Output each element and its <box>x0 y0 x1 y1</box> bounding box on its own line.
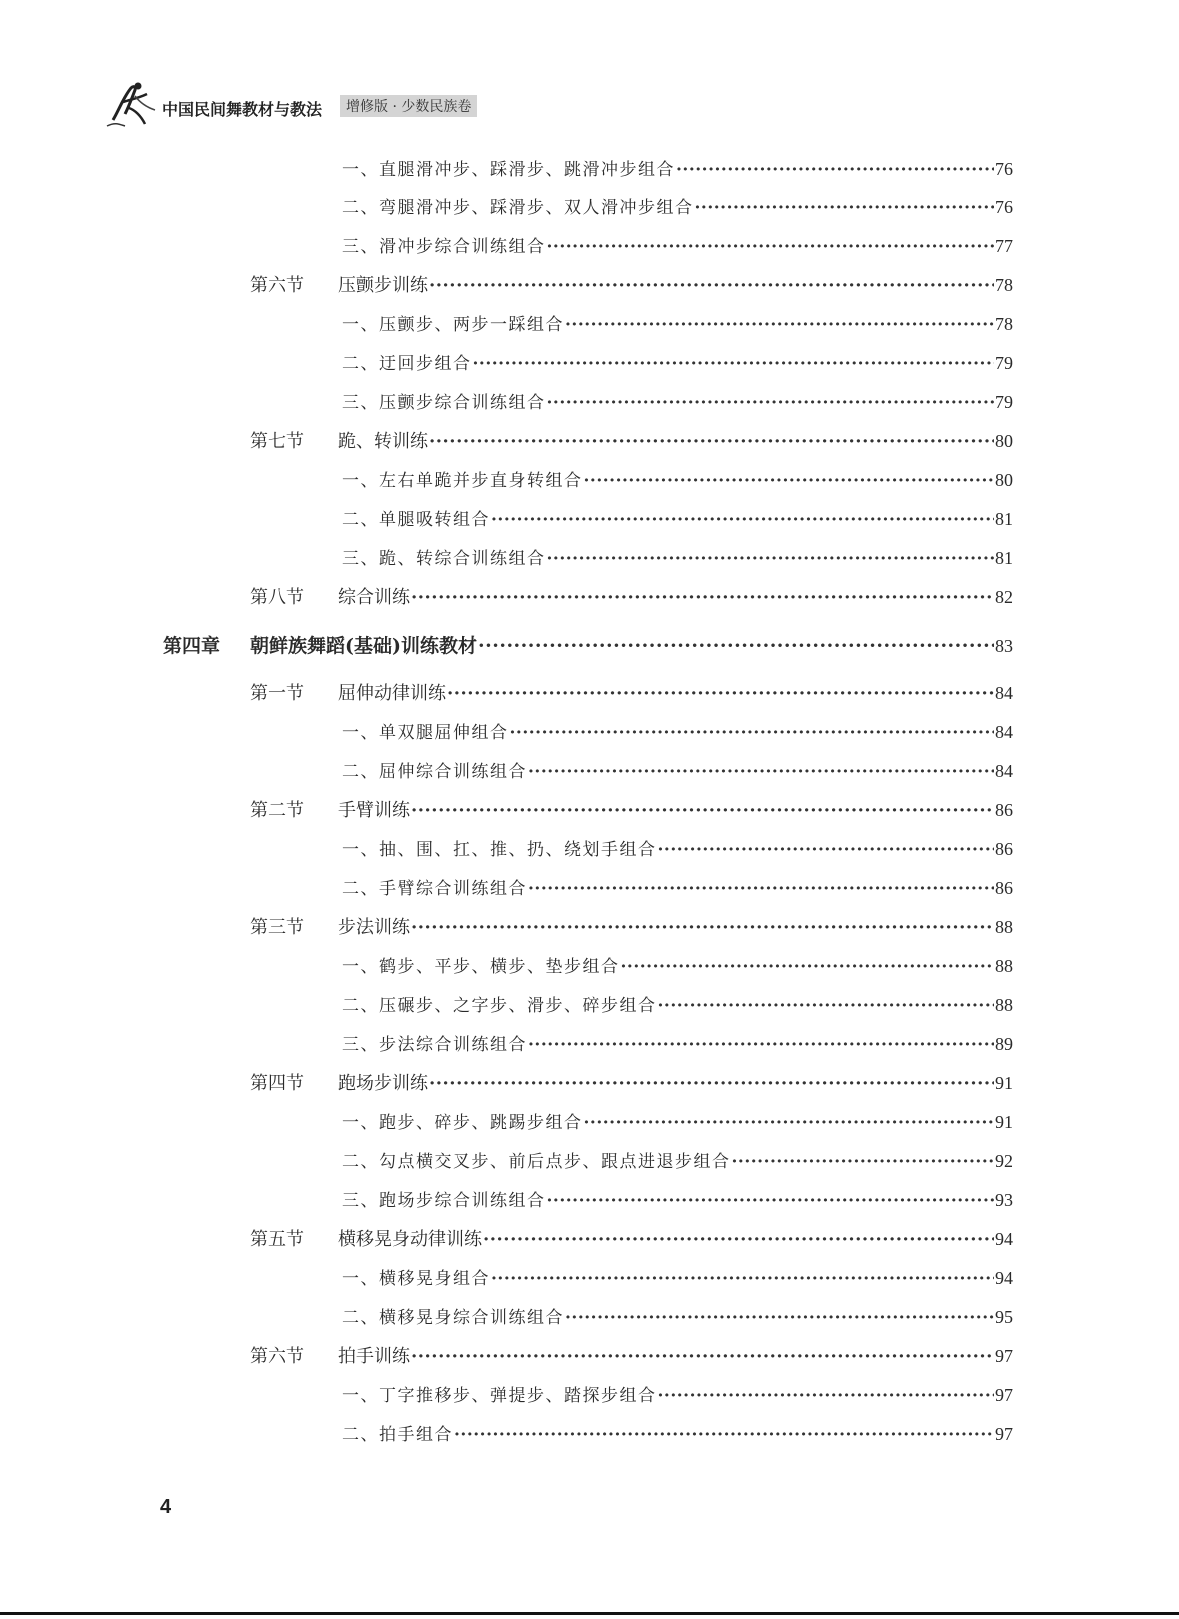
toc-section <box>250 796 1013 820</box>
dot-leader <box>732 1152 995 1172</box>
toc-section <box>250 427 1013 451</box>
book-title: 中国民间舞教材与教法 <box>162 100 323 119</box>
dot-leader <box>510 723 995 743</box>
toc-page: 84 <box>995 722 1013 742</box>
toc-section-label: 第八节 <box>250 587 304 608</box>
toc-page: 79 <box>995 353 1013 373</box>
toc-item <box>342 1147 1013 1171</box>
toc-title: 二、屈伸综合训练组合 <box>342 762 527 782</box>
toc-item <box>342 1420 1013 1444</box>
toc-section <box>250 583 1013 607</box>
toc-item <box>342 1030 1013 1054</box>
toc-title: 三、步法综合训练组合 <box>342 1035 527 1055</box>
toc-title: 二、弯腿滑冲步、踩滑步、双人滑冲步组合 <box>342 198 694 218</box>
dot-leader <box>429 431 994 452</box>
toc-section-label: 第六节 <box>250 1346 304 1367</box>
toc-page: 81 <box>995 548 1013 568</box>
toc-section <box>250 679 1013 703</box>
toc-item <box>342 155 1013 179</box>
toc-section <box>250 913 1013 937</box>
toc-section-label: 第五节 <box>250 1229 304 1250</box>
dot-leader <box>429 275 994 296</box>
bottom-border <box>0 1612 1179 1615</box>
toc-page: 88 <box>995 917 1013 937</box>
dot-leader <box>429 1073 994 1094</box>
toc-title: 综合训练 <box>338 587 410 608</box>
dot-leader <box>528 1035 994 1055</box>
dot-leader <box>411 587 994 608</box>
toc-section-label: 第四节 <box>250 1073 304 1094</box>
toc-item <box>342 349 1013 373</box>
toc-item <box>342 310 1013 334</box>
dot-leader <box>695 198 995 218</box>
toc-title: 朝鲜族舞蹈(基础)训练教材 <box>250 635 477 657</box>
dot-leader <box>447 683 994 704</box>
toc-section-label: 第七节 <box>250 431 304 452</box>
toc-title: 三、滑冲步综合训练组合 <box>342 237 546 257</box>
toc-title: 二、迂回步组合 <box>342 354 472 374</box>
toc-item <box>342 232 1013 256</box>
toc-title: 二、手臂综合训练组合 <box>342 879 527 899</box>
toc-page: 77 <box>995 236 1013 256</box>
toc-item <box>342 544 1013 568</box>
dot-leader <box>584 471 995 491</box>
toc-section <box>250 1069 1013 1093</box>
toc-item <box>342 1264 1013 1288</box>
toc-item <box>342 757 1013 781</box>
toc-page: 88 <box>995 956 1013 976</box>
toc-page: 92 <box>995 1151 1013 1171</box>
toc-title: 一、左右单跪并步直身转组合 <box>342 471 583 491</box>
toc-title: 手臂训练 <box>338 800 410 821</box>
toc-title: 一、抽、围、扛、推、扔、绕划手组合 <box>342 840 657 860</box>
dancer-logo-icon <box>105 80 157 130</box>
toc-title: 一、跑步、碎步、跳踢步组合 <box>342 1113 583 1133</box>
toc-item <box>342 874 1013 898</box>
toc-page: 89 <box>995 1034 1013 1054</box>
toc-item <box>342 1303 1013 1327</box>
toc-item <box>342 835 1013 859</box>
dot-leader <box>478 635 994 657</box>
toc-section <box>250 271 1013 295</box>
toc-title: 一、直腿滑冲步、踩滑步、跳滑冲步组合 <box>342 160 675 180</box>
toc-item <box>342 991 1013 1015</box>
dot-leader <box>411 1346 994 1367</box>
toc-page: 93 <box>995 1190 1013 1210</box>
toc-item <box>342 1186 1013 1210</box>
toc-chapter <box>163 631 1013 655</box>
toc-page: 84 <box>995 761 1013 781</box>
toc-title: 横移晃身动律训练 <box>338 1229 482 1250</box>
toc-page: 91 <box>995 1073 1013 1093</box>
toc-page: 80 <box>995 470 1013 490</box>
toc-page: 82 <box>995 587 1013 607</box>
toc-title: 三、跑场步综合训练组合 <box>342 1191 546 1211</box>
toc-page: 83 <box>995 636 1013 656</box>
toc-title: 跑场步训练 <box>338 1073 428 1094</box>
toc-section-label: 第三节 <box>250 917 304 938</box>
toc-item <box>342 718 1013 742</box>
toc-title: 一、鹤步、平步、横步、垫步组合 <box>342 957 620 977</box>
toc-title: 一、单双腿屈伸组合 <box>342 723 509 743</box>
toc-page: 97 <box>995 1424 1013 1444</box>
dot-leader <box>483 1229 994 1250</box>
toc-item <box>342 1108 1013 1132</box>
toc-section <box>250 1342 1013 1366</box>
toc-title: 二、拍手组合 <box>342 1425 453 1445</box>
toc-title: 三、压颤步综合训练组合 <box>342 393 546 413</box>
toc-page: 79 <box>995 392 1013 412</box>
toc-title: 二、勾点横交叉步、前后点步、跟点进退步组合 <box>342 1152 731 1172</box>
toc-title: 一、横移晃身组合 <box>342 1269 490 1289</box>
dot-leader <box>658 840 995 860</box>
toc-item <box>342 466 1013 490</box>
toc-page: 94 <box>995 1268 1013 1288</box>
toc-chapter-label: 第四章 <box>163 635 221 657</box>
dot-leader <box>411 800 994 821</box>
toc-item <box>342 505 1013 529</box>
toc-page: 84 <box>995 683 1013 703</box>
toc-page: 91 <box>995 1112 1013 1132</box>
toc-item <box>342 1381 1013 1405</box>
toc-page: 81 <box>995 509 1013 529</box>
dot-leader <box>473 354 995 374</box>
toc-page: 86 <box>995 800 1013 820</box>
toc-page: 80 <box>995 431 1013 451</box>
toc-title: 屈伸动律训练 <box>338 683 446 704</box>
dot-leader <box>621 957 995 977</box>
dot-leader <box>547 1191 995 1211</box>
dot-leader <box>528 762 994 782</box>
toc-page: 95 <box>995 1307 1013 1327</box>
toc-title: 二、单腿吸转组合 <box>342 510 490 530</box>
dot-leader <box>491 510 994 530</box>
dot-leader <box>658 1386 995 1406</box>
toc-section-label: 第六节 <box>250 275 304 296</box>
toc-page: 94 <box>995 1229 1013 1249</box>
toc-section-label: 第二节 <box>250 800 304 821</box>
dot-leader <box>547 393 995 413</box>
toc-section <box>250 1225 1013 1249</box>
dot-leader <box>454 1425 994 1445</box>
toc-title: 拍手训练 <box>338 1346 410 1367</box>
toc-title: 二、横移晃身综合训练组合 <box>342 1308 564 1328</box>
toc-item <box>342 952 1013 976</box>
dot-leader <box>547 237 995 257</box>
dot-leader <box>584 1113 995 1133</box>
toc-page: 88 <box>995 995 1013 1015</box>
toc-page: 86 <box>995 839 1013 859</box>
edition-label: 增修版 · 少数民族卷 <box>340 95 477 117</box>
toc-title: 三、跪、转综合训练组合 <box>342 549 546 569</box>
toc-title: 步法训练 <box>338 917 410 938</box>
toc-item <box>342 388 1013 412</box>
dot-leader <box>528 879 994 899</box>
toc-title: 一、丁字推移步、弹提步、踏探步组合 <box>342 1386 657 1406</box>
toc-page: 76 <box>995 159 1013 179</box>
dot-leader <box>565 315 994 335</box>
dot-leader <box>547 549 995 569</box>
dot-leader <box>676 160 994 180</box>
toc-title: 跪、转训练 <box>338 431 428 452</box>
dot-leader <box>565 1308 994 1328</box>
dot-leader <box>491 1269 994 1289</box>
toc-page: 78 <box>995 314 1013 334</box>
toc-title: 一、压颤步、两步一踩组合 <box>342 315 564 335</box>
toc-section-label: 第一节 <box>250 683 304 704</box>
toc-title: 二、压碾步、之字步、滑步、碎步组合 <box>342 996 657 1016</box>
toc-page: 78 <box>995 275 1013 295</box>
toc-page: 97 <box>995 1346 1013 1366</box>
page-number: 4 <box>160 1496 172 1518</box>
toc-page: 76 <box>995 197 1013 217</box>
dot-leader <box>658 996 995 1016</box>
toc-title: 压颤步训练 <box>338 275 428 296</box>
toc-page: 86 <box>995 878 1013 898</box>
toc-page: 97 <box>995 1385 1013 1405</box>
toc-item <box>342 193 1013 217</box>
dot-leader <box>411 917 994 938</box>
